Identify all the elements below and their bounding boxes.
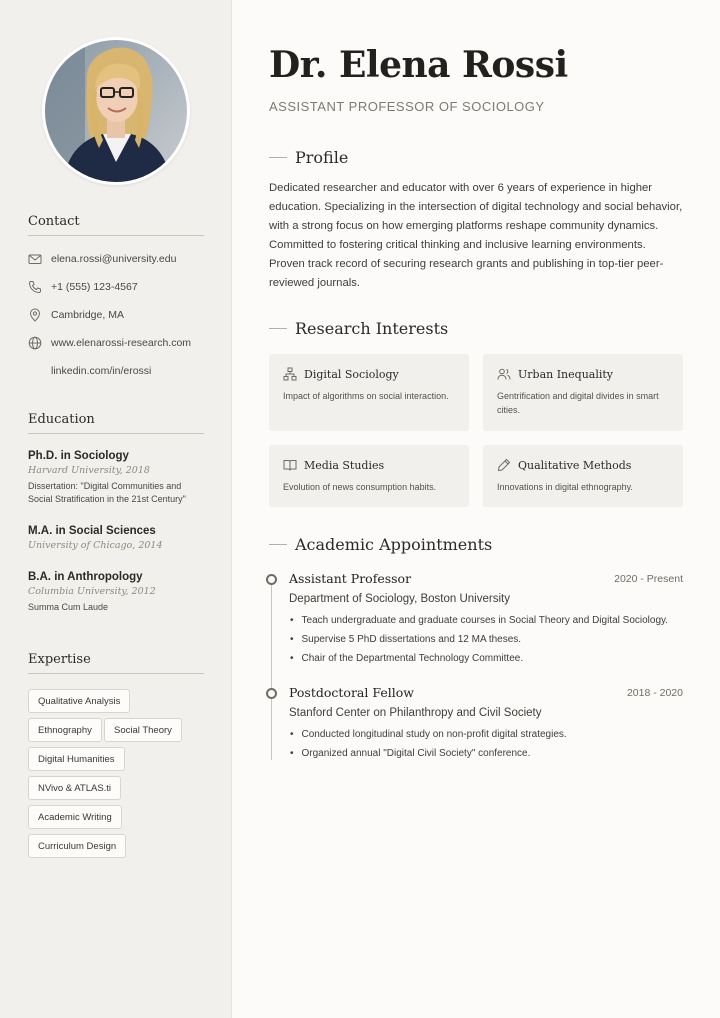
education-institution: University of Chicago, 2014 (28, 540, 163, 551)
education-heading: Education (28, 412, 204, 434)
job-bullet: • Supervise 5 PhD dissertations and 12 MA theses. (289, 630, 689, 649)
research-card (269, 354, 469, 431)
research-heading (269, 319, 448, 338)
profile-heading-text: Profile (295, 148, 349, 167)
mail-icon (28, 252, 42, 266)
education-degree: M.A. in Social Sciences (28, 525, 156, 537)
contact-email[interactable] (28, 250, 176, 268)
contact-website[interactable] (28, 334, 191, 352)
heading-dash (269, 157, 287, 158)
job-bullet: • Teach undergraduate and graduate courses in Social Theory and Digital Sociology. (289, 611, 689, 630)
appointments-heading (269, 535, 492, 554)
expertise-tag: Social Theory (104, 718, 182, 742)
job-bullet: • Chair of the Departmental Technology Committee. (289, 649, 689, 668)
contact-location-text: Cambridge, MA (51, 309, 124, 321)
contact-email-text: elena.rossi@university.edu (51, 253, 177, 265)
expertise-tag: Curriculum Design (28, 834, 126, 858)
job-subtitle: ASSISTANT PROFESSOR OF SOCIOLOGY (269, 99, 545, 114)
page-title: Dr. Elena Rossi (269, 44, 568, 86)
research-card-title: Digital Sociology (304, 367, 399, 381)
job-title: Assistant Professor (289, 571, 412, 586)
contact-location (28, 306, 124, 324)
heading-dash (269, 328, 287, 329)
education-item (28, 571, 208, 614)
globe-icon (28, 336, 42, 350)
job-bullets (289, 611, 689, 668)
contact-heading: Contact (28, 214, 204, 236)
expertise-tag: Ethnography (28, 718, 102, 742)
research-card (269, 445, 469, 507)
job-dates: 2018 - 2020 (626, 687, 683, 699)
network-icon (283, 367, 297, 381)
research-card (483, 445, 683, 507)
profile-text: Dedicated researcher and educator with over 6 years of experience in higher education. Specializing in the intersection of digital technology and social behavior, with a strong focus on how emerging platforms reshape community dynamics. Committed to fostering critical thinking and inclusive learning environments. Proven track record of securing research grants and publishing in top-tier peer-reviewed journals. (269, 182, 683, 289)
job-org: Department of Sociology, Boston University (289, 593, 510, 605)
education-note: Dissertation: "Digital Communities and Social Stratification in the 21st Century" (28, 481, 186, 504)
contact-linkedin[interactable] (51, 362, 151, 380)
research-card-title: Media Studies (304, 458, 385, 472)
map-pin-icon (28, 308, 42, 322)
sidebar (0, 0, 232, 1018)
education-degree: B.A. in Anthropology (28, 571, 143, 583)
education-institution: Columbia University, 2012 (28, 586, 156, 597)
job-title: Postdoctoral Fellow (289, 685, 414, 700)
research-card-desc: Impact of algorithms on social interaction. (283, 391, 449, 401)
education-item (28, 525, 208, 551)
timeline-dot (266, 688, 277, 699)
contact-phone-text: +1 (555) 123-4567 (51, 281, 138, 293)
expertise-tag: Academic Writing (28, 805, 122, 829)
research-card-desc: Evolution of news consumption habits. (283, 482, 437, 492)
expertise-tag: NVivo & ATLAS.ti (28, 776, 121, 800)
profile-heading (269, 148, 348, 167)
expertise-tag: Qualitative Analysis (28, 689, 130, 713)
education-note: Summa Cum Laude (28, 602, 109, 612)
contact-linkedin-text: linkedin.com/in/erossi (51, 365, 152, 377)
avatar (45, 40, 187, 182)
expertise-tag: Digital Humanities (28, 747, 125, 771)
job-bullets (289, 725, 689, 763)
book-icon (283, 458, 297, 472)
job-bullet: • Organized annual "Digital Civil Society" conference. (289, 744, 689, 763)
contact-phone[interactable] (28, 278, 138, 296)
job-bullet: • Conducted longitudinal study on non-profit digital strategies. (289, 725, 689, 744)
research-heading-text: Research Interests (295, 319, 449, 338)
profile-photo (42, 37, 190, 185)
education-degree: Ph.D. in Sociology (28, 450, 129, 462)
job-dates: 2020 - Present (614, 573, 683, 585)
education-institution: Harvard University, 2018 (28, 465, 150, 476)
appointments-heading-text: Academic Appointments (295, 535, 493, 554)
research-card-desc: Innovations in digital ethnography. (497, 482, 633, 492)
job-org: Stanford Center on Philanthropy and Civil Society (289, 707, 542, 719)
education-item (28, 450, 208, 505)
research-card-desc: Gentrification and digital divides in smart cities. (497, 391, 659, 415)
research-card (483, 354, 683, 431)
contact-website-text: www.elenarossi-research.com (51, 337, 192, 349)
timeline-line (271, 580, 272, 760)
research-card-title: Urban Inequality (518, 367, 614, 381)
phone-icon (28, 280, 42, 294)
expertise-heading: Expertise (28, 652, 204, 674)
heading-dash (269, 544, 287, 545)
pen-icon (497, 458, 511, 472)
users-icon (497, 367, 511, 381)
timeline-dot (266, 574, 277, 585)
research-card-title: Qualitative Methods (518, 458, 632, 472)
